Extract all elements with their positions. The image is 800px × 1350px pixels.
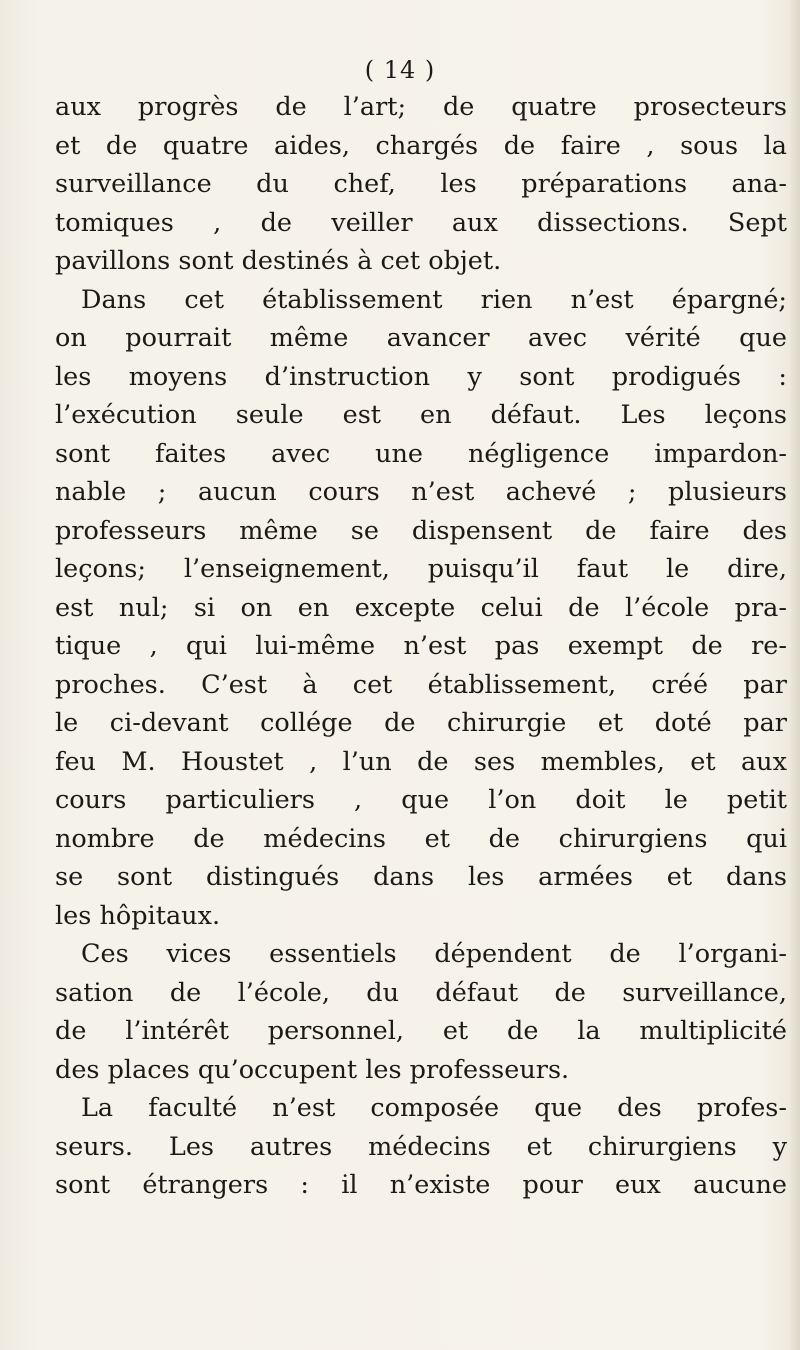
text-line: La faculté n’est composée que des profes- [81,1093,787,1123]
text-line: nombre de médecins et de chirurgiens qui [55,823,787,854]
page-number: ( 14 ) [364,56,436,84]
text-line: sont faites avec une négligence impardon- [55,438,787,469]
text-line: sation de l’école, du défaut de surveillance, [55,977,787,1008]
text-line: tique , qui lui-même n’est pas exempt de re- [55,631,787,661]
text-line: leçons; l’enseignement, puisqu’il faut le dire, [55,554,787,584]
text-line: aux progrès de l’art; de quatre prosecteurs [55,92,787,122]
text-line: professeurs même se dispensent de faire des [55,515,787,546]
text-line: se sont distingués dans les armées et dans [55,862,787,892]
text-line: cours particuliers , que l’on doit le petit [55,785,787,815]
text-line: feu M. Houstet , l’un de ses membles, et aux [55,746,787,777]
text-line: le ci-devant collége de chirurgie et doté par [55,708,787,738]
page-edge [790,0,800,1350]
text-line: pavillons sont destinés à cet objet. [55,246,502,276]
text-line: les moyens d’instruction y sont prodigués : [55,361,787,392]
text-line: de l’intérêt personnel, et de la multiplicité [55,1016,787,1046]
text-line: on pourrait même avancer avec vérité que [55,323,787,353]
text-line: Dans cet établissement rien n’est épargné; [81,284,787,315]
text-line: l’exécution seule est en défaut. Les leçons [55,400,787,430]
text-line: sont étrangers : il n’existe pour eux aucune [55,1170,787,1200]
text-line: surveillance du chef, les préparations ana- [55,169,787,199]
text-line: et de quatre aides, chargés de faire , sous la [55,130,787,161]
text-line: seurs. Les autres médecins et chirurgiens y [55,1131,787,1162]
text-line: tomiques , de veiller aux dissections. Sept [55,207,787,238]
text-line: les hôpitaux. [55,900,221,931]
body-text [55,88,787,1205]
text-line: nable ; aucun cours n’est achevé ; plusieurs [55,477,787,507]
text-line: est nul; si on en excepte celui de l’école pra- [55,592,787,623]
text-line: Ces vices essentiels dépendent de l’organi- [81,939,787,969]
text-line: proches. C’est à cet établissement, créé par [55,669,787,700]
text-line: des places qu’occupent les professeurs. [55,1054,570,1085]
